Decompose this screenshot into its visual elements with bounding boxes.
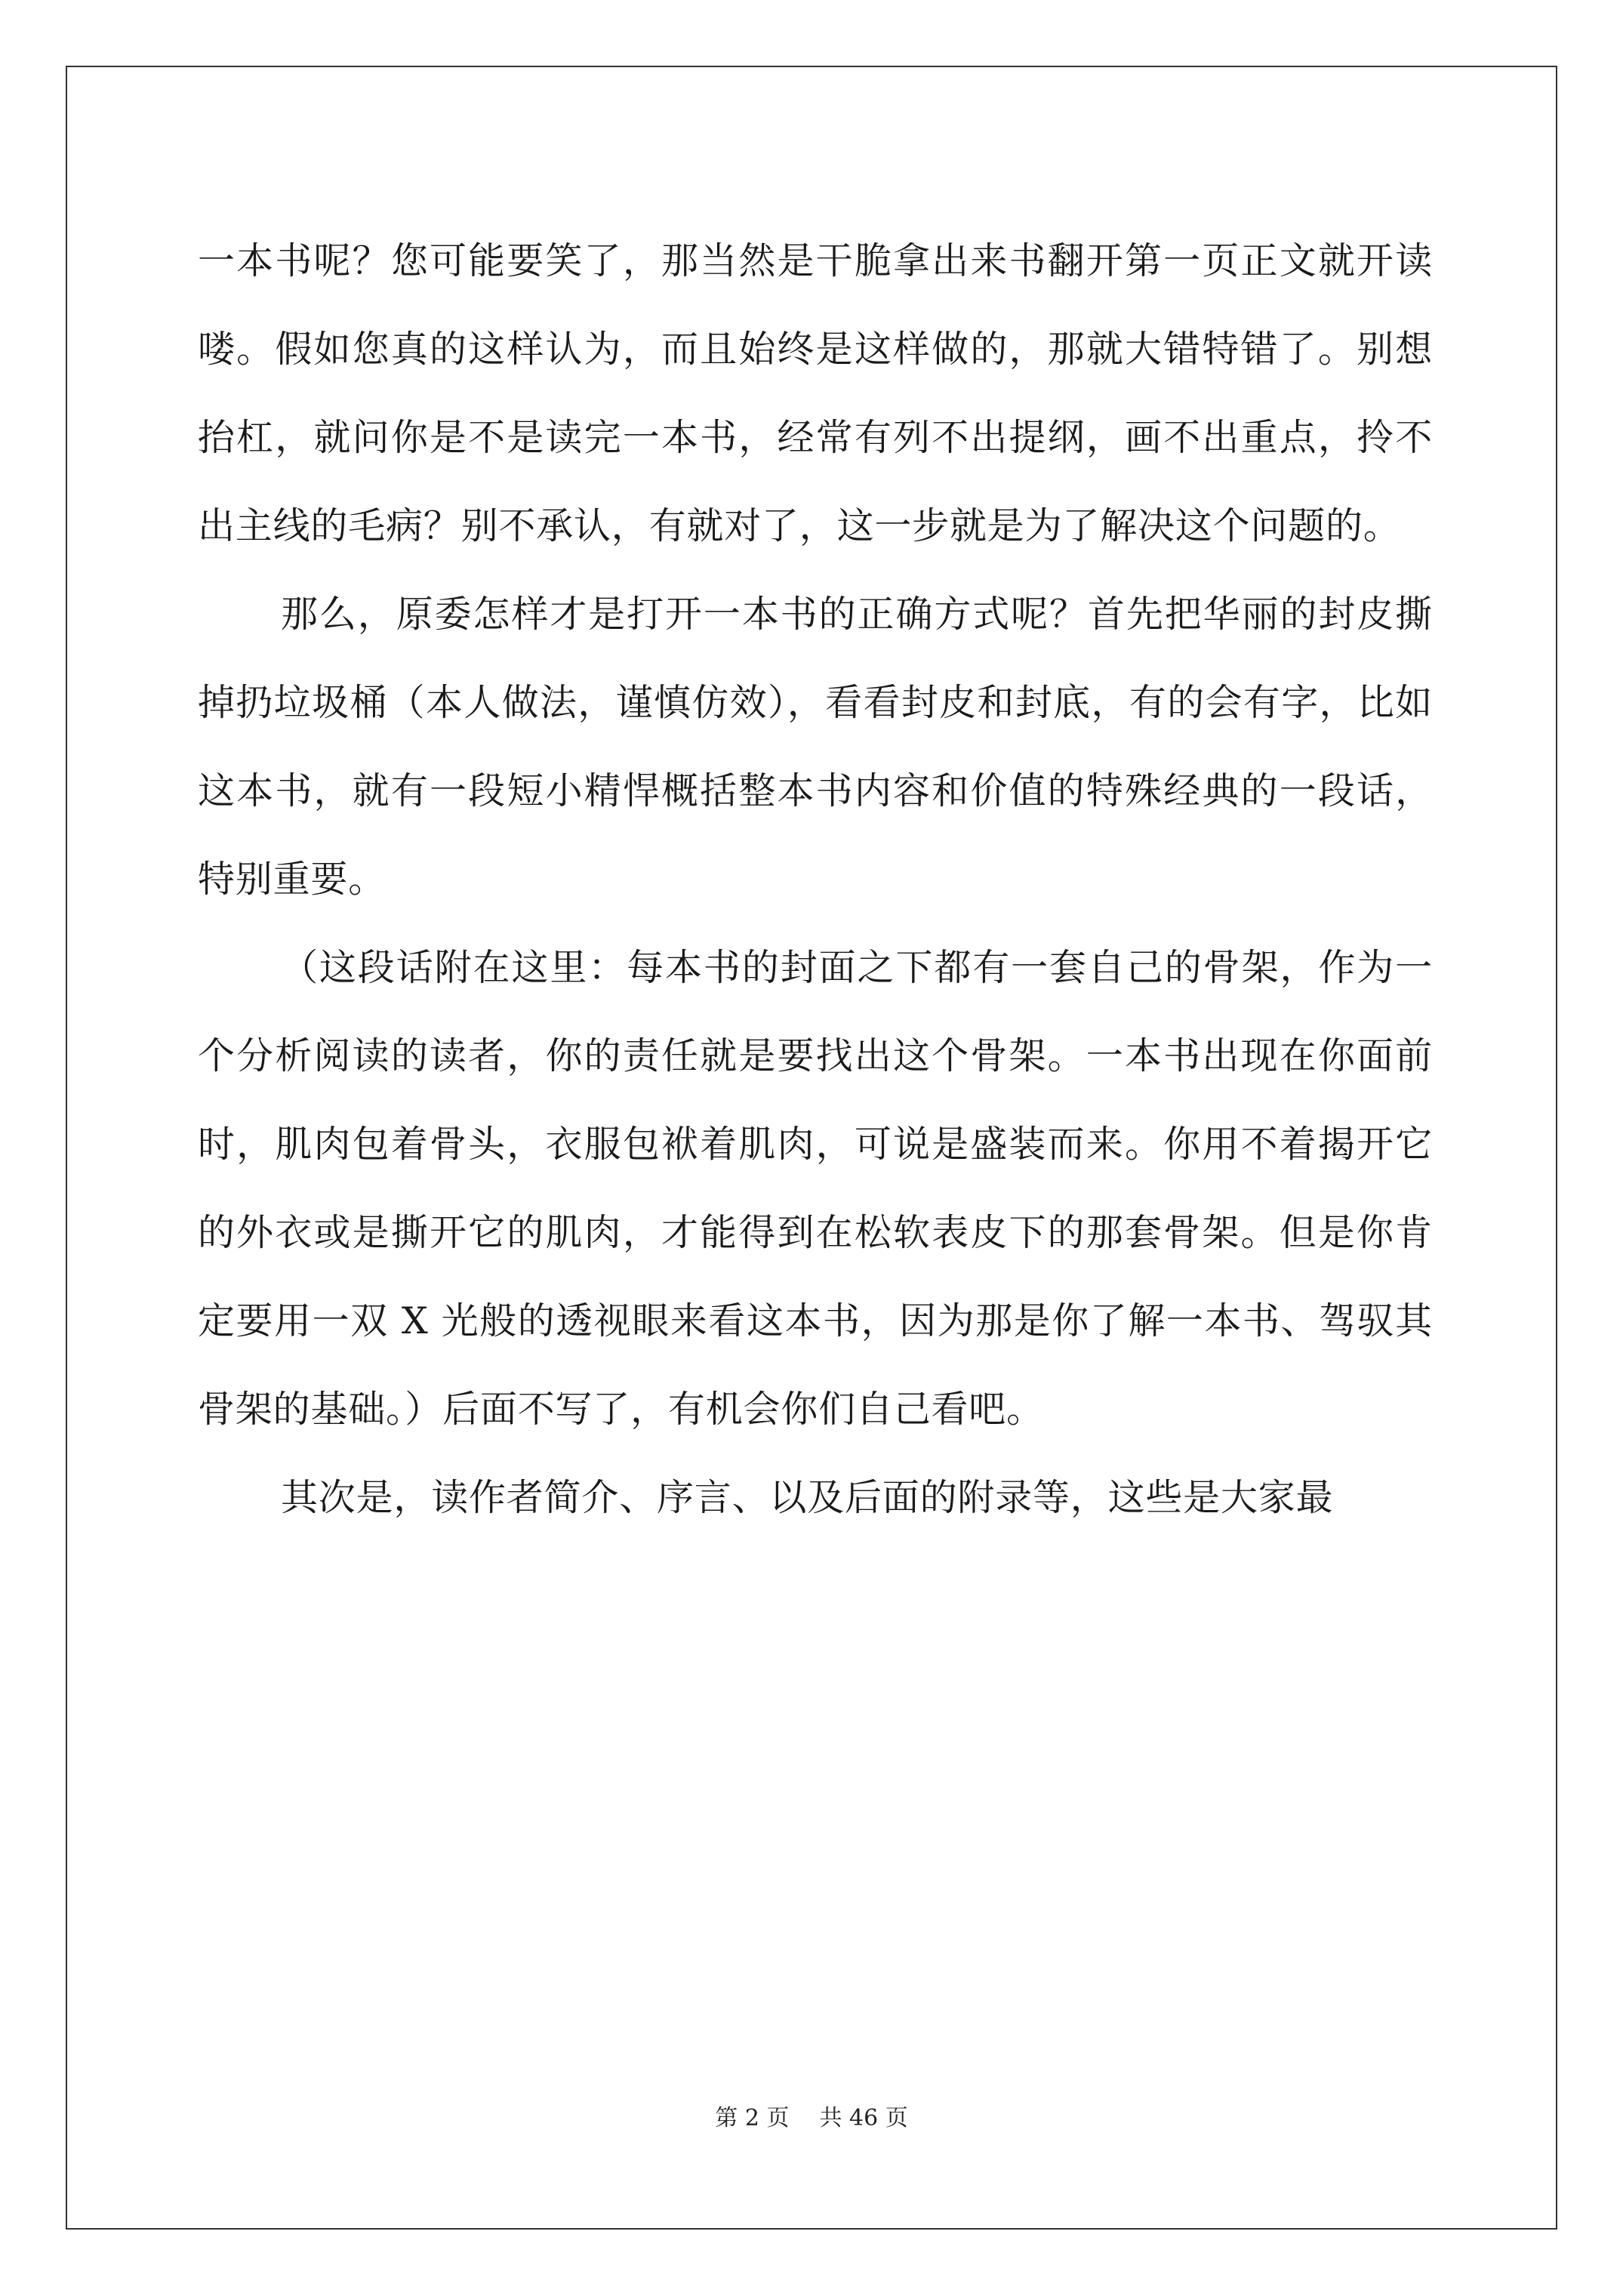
page-number: 第 2 页 [715, 2105, 790, 2131]
page-footer [0, 2103, 1623, 2134]
page-total: 共 46 页 [819, 2105, 908, 2131]
document-body [198, 217, 1433, 1542]
paragraph-4: 其次是，读作者简介、序言、以及后面的附录等，这些是大家最 [281, 1476, 1334, 1519]
paragraph-3: （这段话附在这里：每本书的封面之下都有一套自己的骨架，作为一个分析阅读的读者，你的责任就是要找出这个骨架。一本书出现在你面前时，肌肉包着骨头，衣服包袱着肌肉，可说是盛装而来。你用不着揭开它的外衣或是撕开它的肌肉，才能得到在松软表皮下的那套骨架。但是你肯定要用一双 X 光般的透视眼来看这本书，因为那是你了解一本书、驾驭其骨架的基础。）后面不写了，有机会你们自己看吧。 [198, 946, 1433, 1431]
paragraph-1: 一本书呢？您可能要笑了，那当然是干脆拿出来书翻开第一页正文就开读喽。假如您真的这样认为，而且始终是这样做的，那就大错特错了。别想抬杠，就问你是不是读完一本书，经常有列不出提纲，画不出重点，拎不出主线的毛病？别不承认，有就对了，这一步就是为了解决这个问题的。 [198, 239, 1433, 547]
paragraph-2: 那么，原委怎样才是打开一本书的正确方式呢？首先把华丽的封皮撕掉扔垃圾桶（本人做法，谨慎仿效），看看封皮和封底，有的会有字，比如这本书，就有一段短小精悍概括整本书内容和价值的特殊经典的一段话，特别重要。 [198, 593, 1433, 901]
